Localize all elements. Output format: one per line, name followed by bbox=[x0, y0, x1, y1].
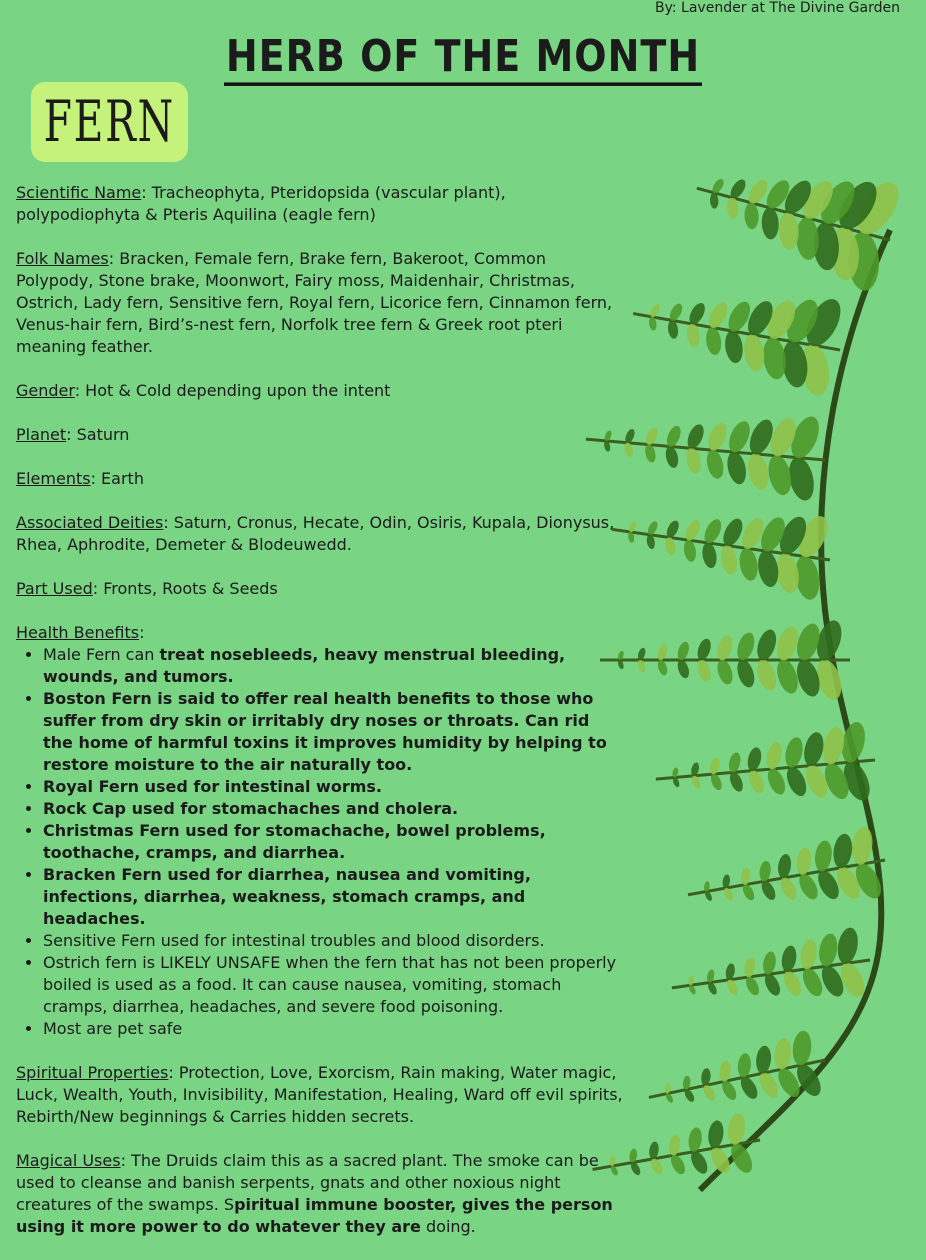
planet-section bbox=[16, 424, 624, 446]
list-item bbox=[43, 798, 624, 820]
magical-uses-bold-text: piritual immune booster, gives the person using it more power to do whatever they are bbox=[16, 1195, 613, 1236]
fern-leaflet bbox=[831, 833, 854, 870]
fern-leaflet bbox=[744, 202, 759, 229]
fern-leaflet bbox=[687, 1127, 703, 1153]
list-item bbox=[43, 1018, 624, 1040]
spiritual-properties-label: Spiritual Properties bbox=[16, 1063, 169, 1082]
fern-leaflet bbox=[773, 657, 801, 696]
fern-frond bbox=[667, 923, 876, 1025]
list-item bbox=[43, 930, 624, 952]
fern-leaflet bbox=[801, 730, 826, 768]
fern-leaflet bbox=[724, 450, 748, 486]
fern-leaflet bbox=[737, 546, 760, 582]
item-bold-text: Bracken Fern used for diarrhea, nausea and vomiting, infections, diarrhea, weakness, stomach cramps, and headaches. bbox=[43, 865, 531, 928]
item-text: Most are pet safe bbox=[43, 1019, 183, 1038]
fern-leaflet bbox=[719, 544, 739, 576]
gender-section bbox=[16, 380, 624, 402]
gender-label: Gender bbox=[16, 381, 75, 400]
fern-leaflet bbox=[765, 453, 795, 497]
fern-leaflet bbox=[746, 746, 764, 772]
spiritual-properties-section bbox=[16, 1062, 624, 1128]
fern-leaflet bbox=[723, 329, 745, 364]
fern-leaflet bbox=[676, 658, 692, 679]
herb-name-badge bbox=[31, 82, 188, 162]
health-benefits-label: Health Benefits bbox=[16, 623, 140, 642]
fern-frond bbox=[600, 617, 850, 702]
spiritual-properties-text: : Protection, Love, Exorcism, Rain making, Water magic, Luck, Wealth, Youth, Invisibility, Manifestation, Healing, Ward off evil spirits, Rebirth/New beginnings & Carries hidden secrets. bbox=[16, 1063, 623, 1126]
fern-frond bbox=[681, 130, 909, 299]
fern-leaflet bbox=[695, 658, 713, 683]
fern-frond bbox=[652, 718, 879, 822]
scientific-name-label: Scientific Name bbox=[16, 183, 142, 202]
fern-leaflet bbox=[764, 741, 784, 771]
fern-leaflet bbox=[704, 448, 726, 480]
fern-leaflet bbox=[791, 1030, 813, 1067]
planet-text: : Saturn bbox=[66, 425, 130, 444]
fern-leaflet bbox=[820, 725, 848, 766]
elements-label: Elements bbox=[16, 469, 91, 488]
fern-leaflet bbox=[676, 640, 692, 661]
fern-leaflet bbox=[726, 1112, 747, 1146]
part-used-text: : Fronts, Roots & Seeds bbox=[92, 579, 278, 598]
item-bold-text: Boston Fern is said to offer real health benefits to those who suffer from dry skin or irritably dry noses or throats. Can rid the home of harmful toxins it improves humidity by helping to restore moisture to the air naturally too. bbox=[43, 689, 607, 774]
fern-leaflet bbox=[755, 1045, 773, 1074]
fern-leaflet bbox=[701, 541, 719, 569]
list-item bbox=[43, 776, 624, 798]
item-bold-text: Christmas Fern used for stomachache, bowel problems, toothache, cramps, and diarrhea. bbox=[43, 821, 546, 862]
fern-leaflet bbox=[835, 926, 860, 965]
scientific-name-text: : Tracheophyta, Pteridopsida (vascular plant), polypodiophyta & Pteris Aquilina (eagle fern) bbox=[16, 183, 506, 224]
fern-leaflet bbox=[778, 212, 800, 250]
fern-leaflet bbox=[777, 853, 793, 879]
fern-frond bbox=[681, 821, 892, 933]
elements-text: : Earth bbox=[90, 469, 144, 488]
herb-details bbox=[16, 182, 624, 1260]
item-bold-text: treat nosebleeds, heavy menstrual bleeding, wounds, and tumors. bbox=[43, 645, 566, 686]
fern-leaflet bbox=[817, 932, 840, 968]
fern-leaflet bbox=[695, 637, 713, 662]
fern-leaflet bbox=[707, 1119, 726, 1149]
item-bold-text: Rock Cap used for stomachaches and cholera. bbox=[43, 799, 459, 818]
fern-frond bbox=[606, 484, 837, 605]
fern-leaflet bbox=[773, 624, 801, 663]
fern-leaflet bbox=[755, 549, 781, 589]
deities-section bbox=[16, 512, 624, 556]
item-bold-text: Royal Fern used for intestinal worms. bbox=[43, 777, 382, 796]
item-text: Ostrich fern is LIKELY UNSAFE when the fern that has not been properly boiled is used as a food. It can cause nausea, vomiting, stomach cramps, diarrhea, headaches, and severe food poisoning. bbox=[43, 953, 617, 1016]
fern-leaflet bbox=[715, 658, 736, 687]
title-text: HERB OF THE MONTH bbox=[224, 31, 702, 86]
part-used-section bbox=[16, 578, 624, 600]
item-text: Sensitive Fern used for intestinal troubles and blood disorders. bbox=[43, 931, 545, 950]
fern-leaflet bbox=[684, 447, 703, 475]
byline: By: Lavender at The Divine Garden bbox=[655, 0, 900, 16]
fern-leaflet bbox=[737, 1053, 752, 1079]
fern-leaflet bbox=[754, 657, 780, 693]
part-used-label: Part Used bbox=[16, 579, 93, 598]
herb-name: FERN bbox=[43, 88, 176, 156]
folk-names-section bbox=[16, 248, 624, 358]
magical-uses-label: Magical Uses bbox=[16, 1151, 121, 1170]
fern-frond bbox=[624, 262, 849, 402]
fern-leaflet bbox=[813, 839, 834, 872]
fern-leaflet bbox=[795, 846, 813, 875]
list-item bbox=[43, 644, 624, 688]
elements-section bbox=[16, 468, 624, 490]
folk-names-label: Folk Names bbox=[16, 249, 109, 268]
fern-leaflet bbox=[734, 630, 757, 662]
magical-uses-text: : The Druids claim this as a sacred plant. The smoke can be used to cleanse and banish serpents, gnats and other noxious night creatures of the swamps. S bbox=[16, 1151, 599, 1214]
deities-text: : Saturn, Cronus, Hecate, Odin, Osiris, Kupala, Dionysus, Rhea, Aphrodite, Demeter & Blodeuwedd. bbox=[16, 513, 615, 554]
fern-leaflet bbox=[761, 336, 789, 381]
fern-leaflet bbox=[704, 326, 722, 356]
list-item bbox=[43, 952, 624, 1018]
list-item bbox=[43, 864, 624, 930]
scientific-name-section bbox=[16, 182, 624, 226]
fern-leaflet bbox=[745, 451, 772, 491]
deities-label: Associated Deities bbox=[16, 513, 164, 532]
health-benefits-heading bbox=[16, 622, 624, 644]
health-benefits-list bbox=[16, 644, 624, 1040]
fern-leaflet bbox=[715, 634, 736, 663]
fern-leaflet bbox=[783, 736, 806, 770]
gender-text: : Hot & Cold depending upon the intent bbox=[74, 381, 391, 400]
list-item bbox=[43, 688, 624, 776]
health-benefits-colon: : bbox=[139, 623, 145, 642]
folk-names-text: : Bracken, Female fern, Brake fern, Bakeroot, Common Polypody, Stone brake, Moonwort, Fairy moss, Maidenhair, Christmas, Ostrich, Lady fern, Sensitive fern, Royal fern, Licorice fern, Cinnamon fern, Venus-hair fern, Bird’s-nest fern, Norfolk tree fern & Greek root pteri meaning feather. bbox=[16, 249, 613, 356]
fern-leaflet bbox=[783, 764, 810, 799]
fern-leaflet bbox=[734, 657, 757, 689]
fern-leaflet bbox=[742, 333, 767, 373]
fern-leaflet bbox=[780, 944, 798, 973]
item-text: Male Fern can bbox=[43, 645, 160, 664]
fern-leaflet bbox=[725, 418, 754, 455]
list-item bbox=[43, 820, 624, 864]
fern-leaflet bbox=[798, 938, 819, 970]
planet-label: Planet bbox=[16, 425, 67, 444]
fern-leaflet bbox=[773, 1037, 793, 1070]
magical-uses-section bbox=[16, 1150, 624, 1238]
fern-leaflet bbox=[754, 627, 780, 663]
fern-leaflet bbox=[761, 207, 779, 240]
page-title bbox=[0, 31, 926, 82]
magical-uses-end: doing. bbox=[420, 1217, 476, 1236]
